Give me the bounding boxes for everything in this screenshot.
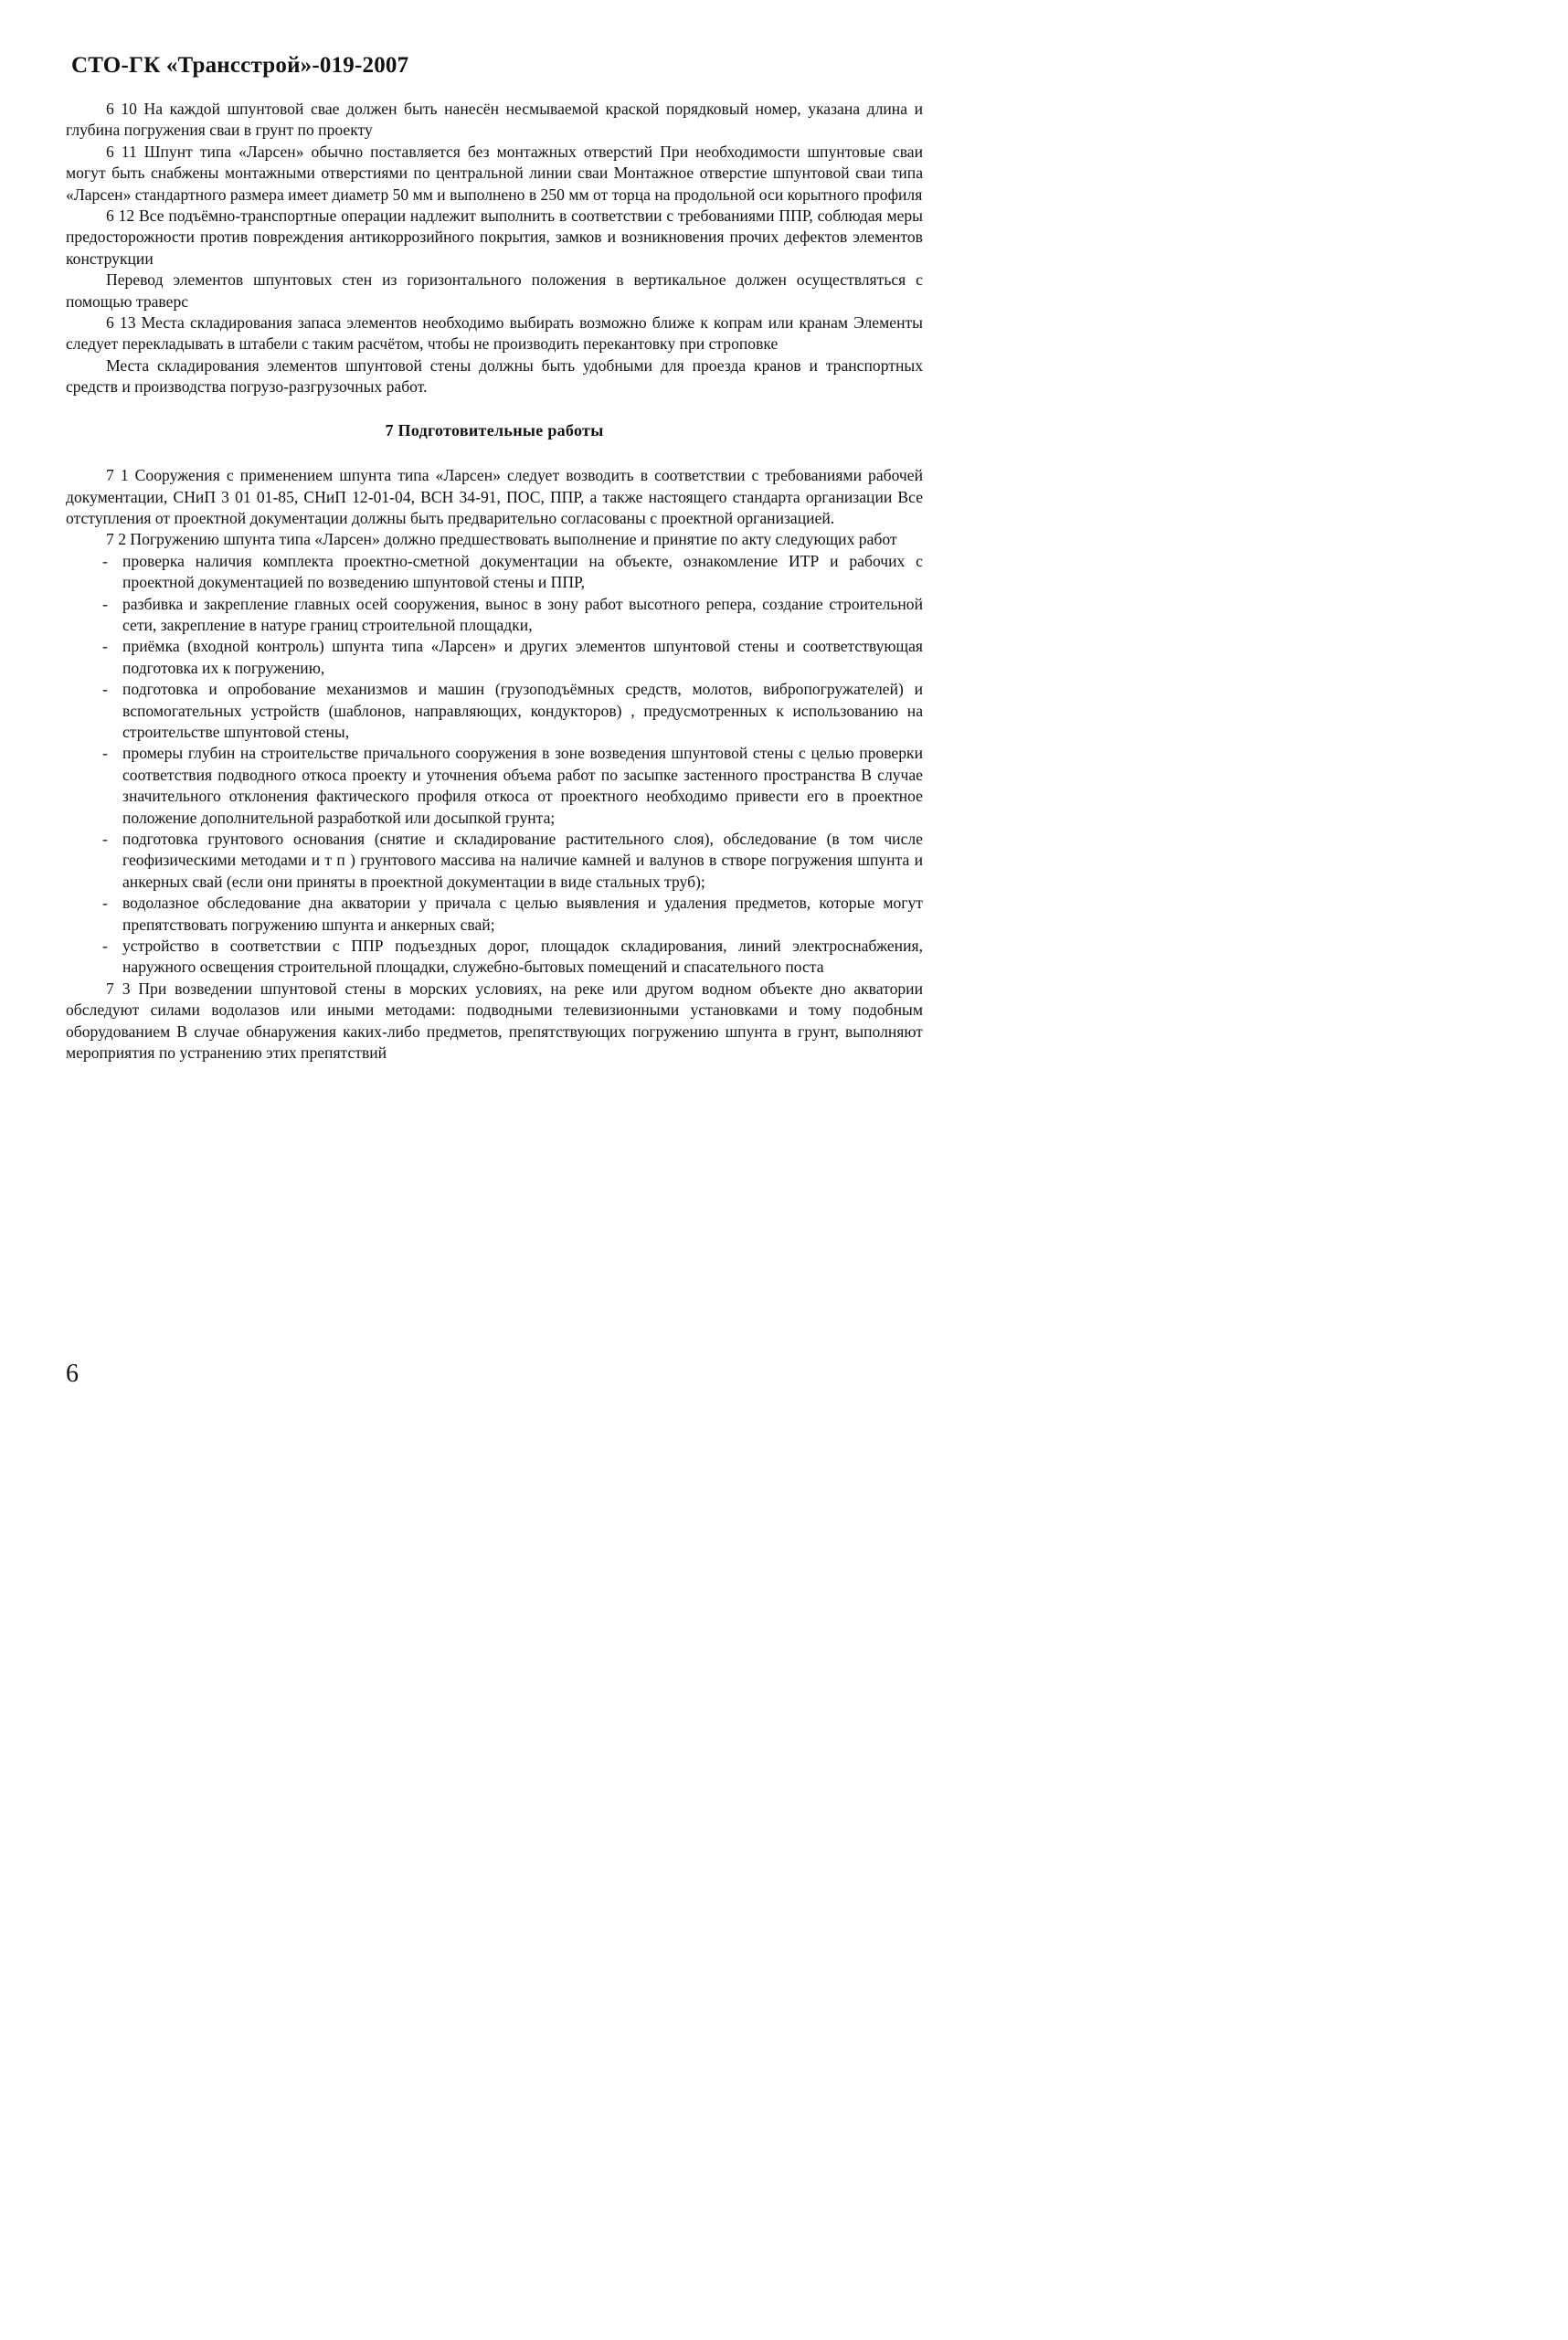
list-item <box>102 893 923 936</box>
list-dash: - <box>102 637 108 656</box>
paragraph-6-12: 6 12 Все подъёмно-транспортные операции надлежит выполнить в соответствии с требованиями ППР, соблюдая меры предосторожности против повреждения антикоррозийного покрытия, замков и возникновения прочих дефектов элементов конструкции <box>66 206 923 268</box>
list-dash: - <box>102 594 108 613</box>
paragraph-6-10: 6 10 На каждой шпунтовой свае должен быть нанесён несмываемой краской порядковый номер, указана длина и глубина погружения сваи в грунт по проекту <box>66 100 923 140</box>
list-item-text: устройство в соответствии с ППР подъездных дорог, площадок складирования, линий электроснабжения, наружного освещения строительной площадки, служебно-бытовых помещений и спасательного поста <box>122 937 923 977</box>
list-item <box>102 679 923 743</box>
list-item-text: водолазное обследование дна акватории у причала с целью выявления и удаления предметов, которые могут препятствовать погружению шпунта и анкерных свай; <box>122 894 923 934</box>
list-dash: - <box>102 937 108 956</box>
list-item-text: разбивка и закрепление главных осей сооружения, вынос в зону работ высотного репера, создание строительной сети, закрепление в натуре границ строительной площадки, <box>122 594 923 634</box>
paragraph-6-11: 6 11 Шпунт типа «Ларсен» обычно поставляется без монтажных отверстий При необходимости шпунтовые сваи могут быть снабжены монтажными отверстиями по центральной линии сваи Монтажное отверстие шпунтовой сваи типа «Ларсен» стандартного размера имеет диаметр 50 мм и выполнено в 250 мм от торца на продольной оси корытного профиля <box>66 142 923 204</box>
paragraph-storage-places: Места складирования элементов шпунтовой стены должны быть удобными для проезда кранов и транспортных средств и производства погрузо-разгрузочных работ. <box>66 355 923 397</box>
section-title: 7 Подготовительные работы <box>385 420 604 439</box>
paragraph-6-13: 6 13 Места складирования запаса элементов необходимо выбирать возможно ближе к копрам или кранам Элементы следует перекладывать в штабели с таким расчётом, чтобы не производить перекантовку при строповке <box>66 313 923 354</box>
paragraph-wall-transfer: Перевод элементов шпунтовых стен из горизонтального положения в вертикальное должен осуществляться с помощью траверс <box>66 270 923 311</box>
document-body <box>66 99 923 1064</box>
list-item <box>102 936 923 979</box>
list-item-text: подготовка грунтового основания (снятие и складирование растительного слоя), обследование (в том числе геофизическими методами и т п ) грунтового массива на наличие камней и валунов в створе погружения шпунта и анкерных свай (если они приняты в проектной документации в виде стальных труб); <box>122 830 923 891</box>
list-dash: - <box>102 551 108 570</box>
list-dash: - <box>102 680 108 699</box>
list-dash: - <box>102 744 108 763</box>
document-code-header: СТО-ГК «Трансстрой»-019-2007 <box>71 53 409 78</box>
list-item-text: промеры глубин на строительстве причального сооружения в зоне возведения шпунтовой стены с целью проверки соответствия подводного откоса проекту и уточнения объема работ по засыпке застенного пространства В случае значительного отклонения фактического профиля откоса от проектного необходимо привести его в проектное положение дополнительной разработкой или досыпкой грунта; <box>122 744 923 827</box>
list-item <box>102 829 923 893</box>
list-item <box>102 636 923 679</box>
list-item <box>102 743 923 829</box>
list-dash: - <box>102 894 108 913</box>
list-item-text: подготовка и опробование механизмов и машин (грузоподъёмных средств, молотов, вибропогружателей) и вспомогательных устройств (шаблонов, направляющих, кондукторов) , предусмотренных к использованию на строительстве шпунтовой стены, <box>122 680 923 741</box>
paragraph-7-1: 7 1 Сооружения с применением шпунта типа «Ларсен» следует возводить в соответствии с требованиями рабочей документации, СНиП 3 01 01-85, СНиП 12-01-04, ВСН 34-91, ПОС, ППР, а также настоящего стандарта организации Все отступления от проектной документации должны быть предварительно согласованы с проектной организацией. <box>66 466 923 527</box>
list-item <box>102 594 923 637</box>
list-item-text: проверка наличия комплекта проектно-сметной документации на объекте, ознакомление ИТР и рабочих с проектной документацией по возведению шпунтовой стены и ППР, <box>122 551 923 592</box>
page-number: 6 <box>66 1360 79 1388</box>
document-page <box>0 0 959 1433</box>
preparatory-works-list <box>66 551 923 979</box>
paragraph-7-2: 7 2 Погружению шпунта типа «Ларсен» должно предшествовать выполнение и принятие по акту следующих работ <box>106 530 897 549</box>
list-item <box>102 551 923 594</box>
list-dash: - <box>102 830 108 848</box>
list-item-text: приёмка (входной контроль) шпунта типа «Ларсен» и других элементов шпунтовой стены и соответствующая подготовка их к погружению, <box>122 637 923 677</box>
paragraph-7-3: 7 3 При возведении шпунтовой стены в морских условиях, на реке или другом водном объекте дно акватории обследуют силами водолазов или иными методами: подводными телевизионными установками и тому подобным оборудованием В случае обнаружения каких-либо предметов, препятствующих погружению шпунта в грунт, выполняют мероприятия по устранению этих препятствий <box>66 979 923 1063</box>
